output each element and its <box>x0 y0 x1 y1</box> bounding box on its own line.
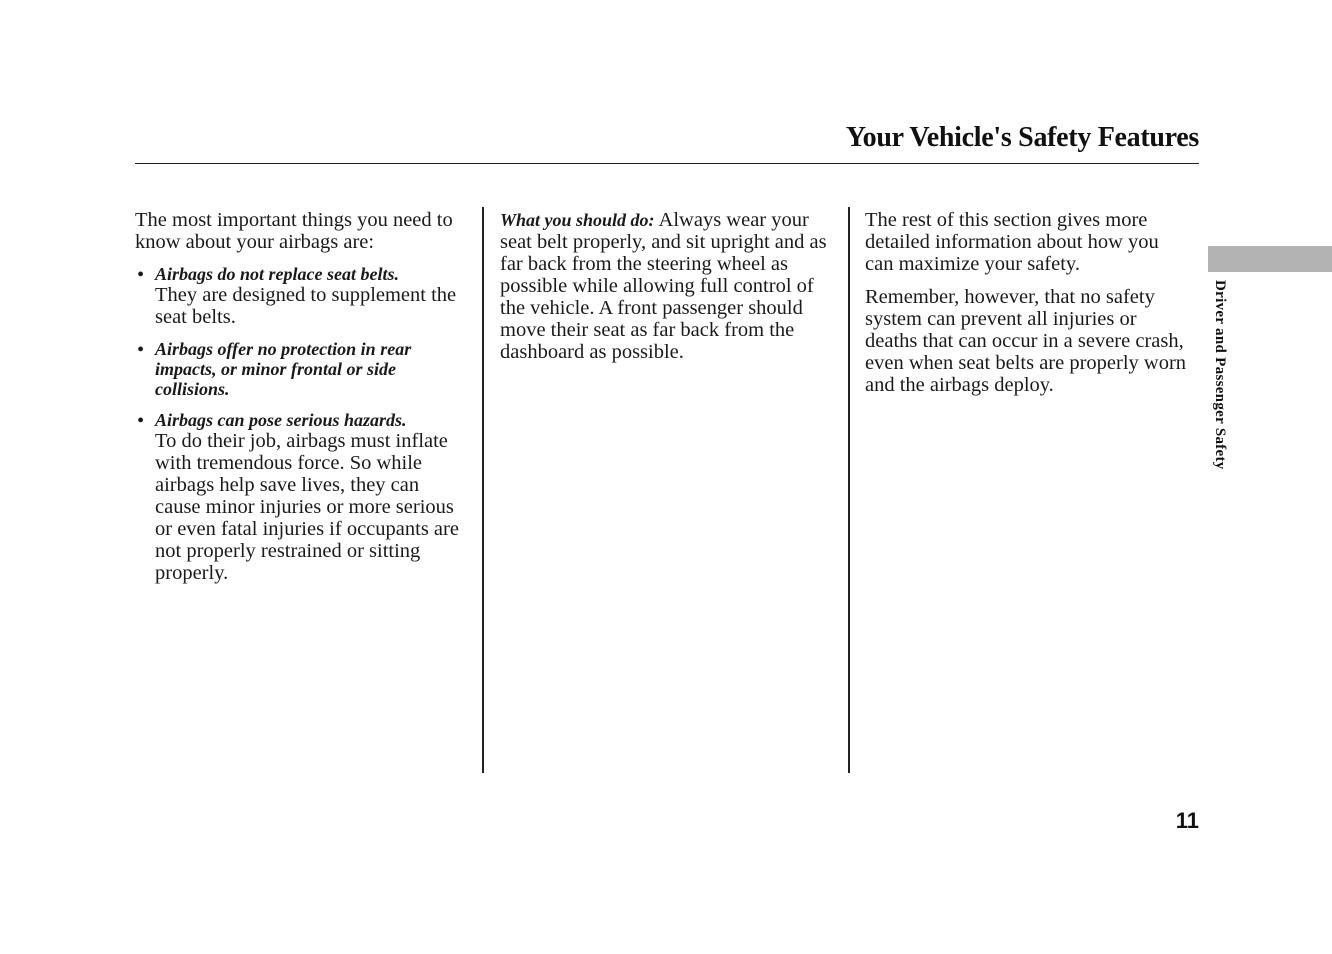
bullet-heading: Airbags do not replace seat belts. <box>155 264 399 284</box>
airbag-facts-list <box>135 264 465 584</box>
list-item <box>135 264 465 328</box>
column-3 <box>865 209 1190 407</box>
column-2 <box>500 209 835 374</box>
intro-paragraph: The most important things you need to know about your airbags are: <box>135 209 453 253</box>
page-title: Your Vehicle's Safety Features <box>845 122 1199 153</box>
list-item <box>135 339 465 399</box>
advice-text: Always wear your seat belt properly, and sit upright and as far back from the steering wheel as possible while allowing full control of the vehicle. A front passenger should move their seat as far back from the dashboard as possible. <box>500 209 827 363</box>
list-item <box>135 410 465 584</box>
advice-lead-in: What you should do: <box>500 210 655 230</box>
section-tab-label: Driver and Passenger Safety <box>1212 280 1228 470</box>
column-divider <box>848 207 850 773</box>
info-paragraph: The rest of this section gives more detailed information about how you can maximize your safety. <box>865 209 1159 275</box>
advice-paragraph <box>500 209 835 363</box>
section-tab <box>1208 246 1332 272</box>
bullet-text: They are designed to supplement the seat belts. <box>155 284 457 328</box>
bullet-heading: Airbags offer no protection in rear impacts, or minor frontal or side collisions. <box>155 339 412 399</box>
bullet-heading: Airbags can pose serious hazards. <box>155 410 407 430</box>
column-1 <box>135 209 465 595</box>
title-rule <box>135 163 1199 164</box>
info-paragraph: Remember, however, that no safety system can prevent all injuries or deaths that can occur in a severe crash, even when seat belts are properly worn and the airbags deploy. <box>865 286 1187 396</box>
bullet-icon: • <box>137 410 145 432</box>
page-number: 11 <box>1175 808 1199 833</box>
bullet-icon: • <box>137 339 145 361</box>
bullet-text: To do their job, airbags must inflate with tremendous force. So while airbags help save lives, they can cause minor injuries or more serious or even fatal injuries if occupants are not properly restrained or sitting properly. <box>155 430 459 584</box>
bullet-icon: • <box>137 264 145 286</box>
column-divider <box>482 207 484 773</box>
